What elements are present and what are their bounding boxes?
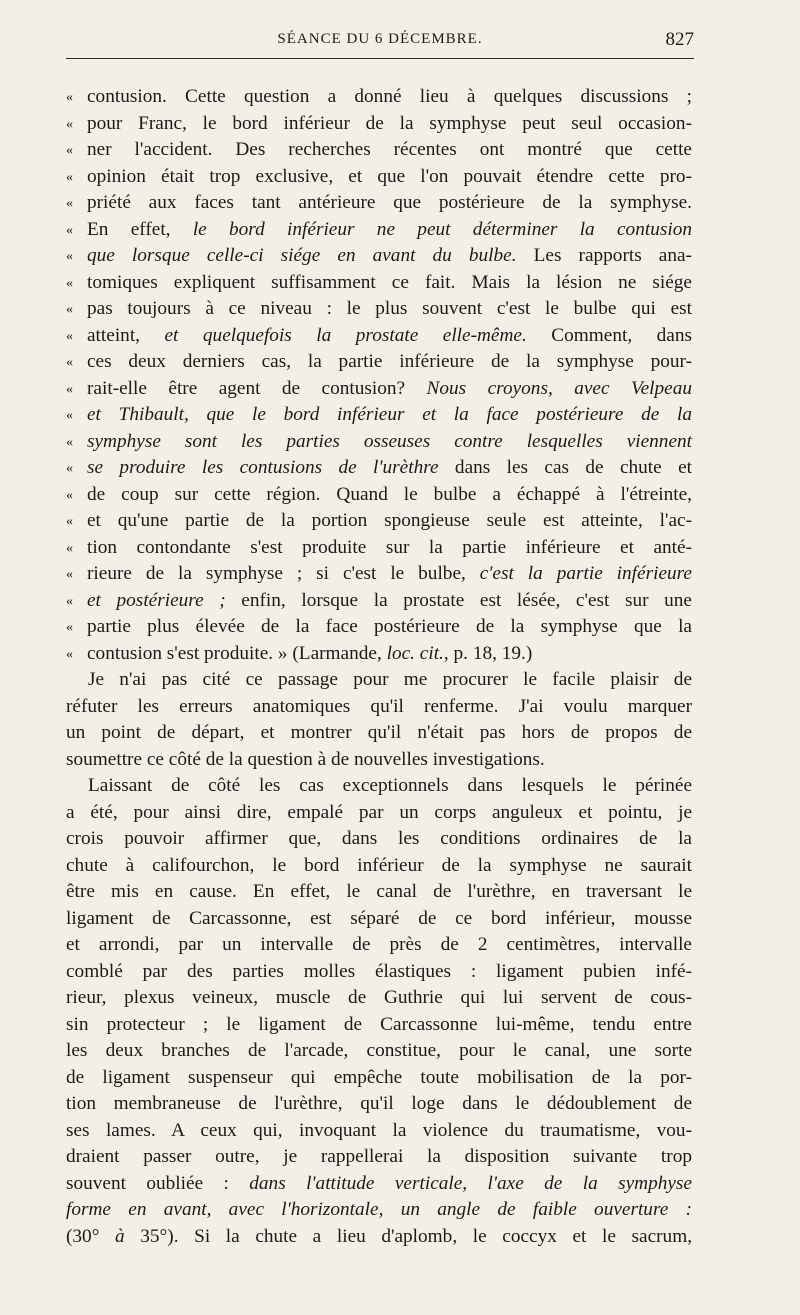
text-line [66, 243, 692, 270]
text-line [66, 959, 692, 986]
text-line [66, 826, 692, 853]
text-line [66, 270, 692, 297]
text-segment: ner l'accident. Des recherches récentes ont montré que cette [87, 139, 692, 160]
body-text [66, 84, 692, 1250]
quote-mark: « [66, 116, 73, 132]
italic-text: et quelquefois la prostate elle-même. [164, 324, 527, 346]
text-segment: opinion était trop exclusive, et que l'on pouvait étendre cette pro- [87, 165, 692, 187]
quote-mark: « [66, 593, 73, 609]
text-line [66, 1091, 692, 1118]
text-line [66, 402, 692, 429]
text-segment: a été, pour ainsi dire, empalé par un corps anguleux et pointu, je [66, 801, 692, 823]
quote-mark: « [66, 249, 73, 264]
text-segment: Laissant de côté les cas exceptionnels dans lesquels le périnée [88, 775, 692, 796]
italic-text: se produire les contusions de l'urèthre [87, 457, 439, 478]
text-segment: pour Franc, le bord inférieur de la symphyse peut seul occasion- [87, 112, 692, 134]
italic-text: que lorsque celle-ci siége en avant du bulbe. [87, 245, 517, 266]
text-line [66, 84, 692, 111]
text-segment: atteint, [87, 324, 165, 346]
text-line [66, 1038, 692, 1065]
italic-text: forme en avant, avec l'horizontale, un angle de faible ouverture : [66, 1199, 692, 1220]
text-line [66, 694, 692, 721]
text-line [66, 376, 692, 403]
text-line [66, 614, 692, 641]
quote-mark: « [66, 143, 73, 158]
text-segment: priété aux faces tant antérieure que postérieure de la symphyse. [87, 192, 692, 213]
text-segment: de coup sur cette région. Quand le bulbe a échappé à l'étreinte, [87, 483, 692, 505]
text-line [66, 853, 692, 880]
text-segment: ses lames. A ceux qui, invoquant la violence du traumatisme, vou- [66, 1119, 692, 1141]
text-segment: Je n'ai pas cité ce passage pour me procurer le facile plaisir de [88, 669, 692, 690]
text-line [66, 349, 692, 376]
quote-mark: « [66, 487, 73, 503]
quote-mark: « [66, 302, 73, 317]
text-segment: tomiques expliquent suffisamment ce fait. Mais la lésion ne siége [87, 271, 692, 293]
text-segment: ligament de Carcassonne, est séparé de ce bord inférieur, mousse [66, 907, 692, 929]
quote-mark: « [66, 408, 73, 423]
italic-text: à [115, 1225, 125, 1247]
text-segment: tion membraneuse de l'urèthre, qu'il loge dans le dédoublement de [66, 1093, 692, 1114]
text-segment: sin protecteur ; le ligament de Carcassonne lui-même, tendu entre [66, 1013, 692, 1035]
italic-text: c'est la partie inférieure [479, 563, 692, 584]
text-line [66, 137, 692, 164]
text-line [66, 720, 692, 747]
quote-mark: « [66, 434, 73, 450]
text-line [66, 879, 692, 906]
page-number: 827 [665, 29, 694, 50]
quote-mark: « [66, 90, 73, 105]
quote-mark: « [66, 567, 73, 582]
text-line [66, 429, 692, 456]
text-line [66, 1118, 692, 1145]
quote-mark: « [66, 355, 73, 370]
quote-mark: « [66, 275, 73, 291]
italic-text: loc. cit. [386, 642, 444, 664]
text-segment: ces deux derniers cas, la partie inférieure de la symphyse pour- [87, 351, 692, 372]
text-line [66, 164, 692, 191]
italic-text: et Thibault, que le bord inférieur et la face postérieure de la [87, 404, 692, 425]
text-line [66, 773, 692, 800]
text-line [66, 1144, 692, 1171]
text-segment: Les rapports ana- [516, 245, 692, 266]
italic-text: symphyse sont les parties osseuses contre lesquelles viennent [87, 430, 692, 452]
quote-mark: « [66, 381, 73, 397]
text-line [66, 667, 692, 694]
quote-mark: « [66, 328, 73, 344]
text-segment: En effet, [87, 218, 193, 240]
text-segment: de ligament suspenseur qui empêche toute mobilisation de la por- [66, 1066, 692, 1088]
italic-text: le bord inférieur ne peut déterminer la contusion [192, 218, 692, 240]
quote-mark: « [66, 461, 73, 476]
text-line [66, 561, 692, 588]
text-line [66, 906, 692, 933]
text-line [66, 1065, 692, 1092]
text-line [66, 323, 692, 350]
text-line [66, 588, 692, 615]
text-segment: enfin, lorsque la prostate est lésée, c'est sur une [225, 589, 692, 611]
text-segment: crois pouvoir affirmer que, dans les conditions ordinaires de la [66, 828, 692, 849]
text-segment: pas toujours à ce niveau : le plus souvent c'est le bulbe qui est [87, 298, 692, 319]
text-segment: souvent oubliée : [66, 1172, 250, 1194]
quote-mark: « [66, 540, 73, 556]
quote-mark: « [66, 620, 73, 635]
text-segment: draient passer outre, je rappellerai la disposition suivante trop [66, 1146, 692, 1167]
text-segment: et arrondi, par un intervalle de près de 2 centimètres, intervalle [66, 934, 692, 955]
text-segment: partie plus élevée de la face postérieure de la symphyse que la [87, 616, 692, 637]
italic-text: dans l'attitude verticale, l'axe de la symphyse [249, 1172, 692, 1194]
text-segment: (30° [66, 1225, 116, 1247]
quote-mark: « [66, 196, 73, 211]
text-segment: les deux branches de l'arcade, constitue, pour le canal, une sorte [66, 1040, 692, 1061]
text-segment: 35°). Si la chute a lieu d'aplomb, le coccyx et le sacrum, [124, 1225, 693, 1247]
text-segment: rieur, plexus veineux, muscle de Guthrie qui lui servent de cous- [66, 987, 692, 1008]
text-line [66, 641, 692, 668]
text-segment: réfuter les erreurs anatomiques qu'il renferme. J'ai voulu marquer [66, 695, 692, 717]
text-line [66, 1171, 692, 1198]
text-segment: un point de départ, et montrer qu'il n'était pas hors de propos de [66, 722, 692, 743]
text-line [66, 508, 692, 535]
text-segment: chute à califourchon, le bord inférieur de la symphyse ne saurait [66, 854, 692, 876]
quote-mark: « [66, 222, 73, 238]
quote-mark: « [66, 646, 73, 662]
running-title: SÉANCE DU 6 DÉCEMBRE. [277, 31, 483, 47]
text-line [66, 932, 692, 959]
text-segment: soumettre ce côté de la question à de nouvelles investigations. [66, 748, 545, 770]
text-line [66, 1197, 692, 1224]
text-line [66, 482, 692, 509]
text-line [66, 1224, 692, 1251]
text-segment: rieure de la symphyse ; si c'est le bulbe, [87, 563, 480, 584]
text-segment: rait-elle être agent de contusion? [87, 377, 427, 399]
text-segment: être mis en cause. En effet, le canal de l'urèthre, en traversant le [66, 881, 692, 902]
quote-mark: « [66, 514, 73, 529]
text-line [66, 455, 692, 482]
italic-text: Nous croyons, avec Velpeau [426, 377, 692, 399]
text-segment: dans les cas de chute et [438, 457, 692, 478]
quote-mark: « [66, 169, 73, 185]
text-line [66, 217, 692, 244]
text-line [66, 535, 692, 562]
text-segment: Comment, dans [526, 324, 692, 346]
text-segment: , p. 18, 19.) [443, 642, 533, 664]
text-line [66, 1012, 692, 1039]
text-line [66, 985, 692, 1012]
text-segment: et qu'une partie de la portion spongieuse seule est atteinte, l'ac- [87, 510, 692, 531]
text-line [66, 747, 692, 774]
text-line [66, 800, 692, 827]
text-segment: comblé par des parties molles élastiques : ligament pubien infé- [66, 960, 692, 982]
text-line [66, 296, 692, 323]
text-line [66, 111, 692, 138]
text-segment: tion contondante s'est produite sur la partie inférieure et anté- [87, 536, 692, 558]
text-segment: contusion. Cette question a donné lieu à quelques discussions ; [87, 86, 692, 107]
italic-text: et postérieure ; [87, 589, 226, 611]
page-header [66, 28, 694, 59]
text-line [66, 190, 692, 217]
text-segment: contusion s'est produite. » (Larmande, [87, 642, 387, 664]
